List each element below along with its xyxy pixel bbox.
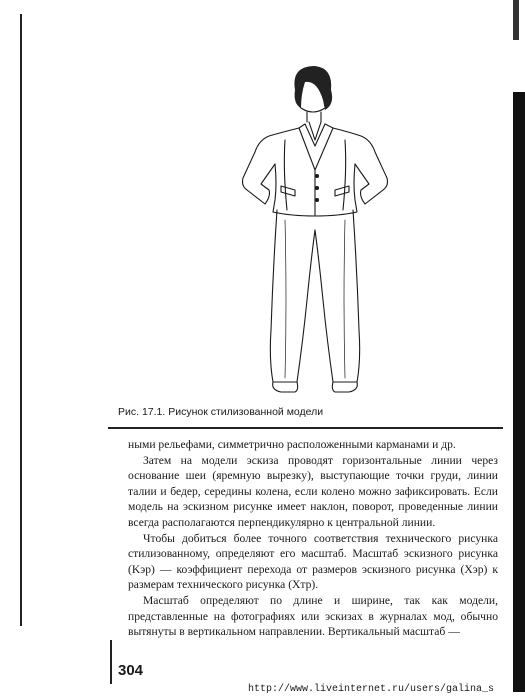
paragraph: Затем на модели эскиза проводят горизонтальные линии через основание шеи (яремную вырезку), выступающие точки груди, линии талии и бедер, середины колена, если колено можно зафиксировать. Если модель на эскизном рисунке имеет наклон, поворот, проведенные линии всегда располагаются перпендикулярно к центральной линии. xyxy=(128,453,498,529)
fashion-sketch-figure xyxy=(225,60,405,395)
page-left-rule xyxy=(20,14,22,626)
figure-caption: Рис. 17.1. Рисунок стилизованной модели xyxy=(118,406,324,418)
scan-edge-top xyxy=(513,0,519,40)
watermark-url: http://www.liveinternet.ru/users/galina_s xyxy=(248,684,495,695)
scan-edge-shadow xyxy=(513,92,525,692)
page-number: 304 xyxy=(118,662,144,679)
paragraph: ными рельефами, симметрично расположенными карманами и др. xyxy=(128,438,456,451)
paragraph: Чтобы добиться более точного соответствия технического рисунка стилизованному, определяют его масштаб. Масштаб эскизного рисунка (Kэр) — коэффициент перехода от размеров эскизного рисунка (Xэр) к размерам технического рисунка (Xтр). xyxy=(128,531,498,592)
page-number-rule xyxy=(110,640,112,684)
paragraph: Масштаб определяют по длине и ширине, так как модели, представленные на фотографиях или эскизах в журналах мод, обычно вытянуты в вертикальном направлении. Вертикальный масштаб — xyxy=(128,593,498,639)
body-text xyxy=(128,437,498,640)
caption-divider xyxy=(108,427,503,429)
